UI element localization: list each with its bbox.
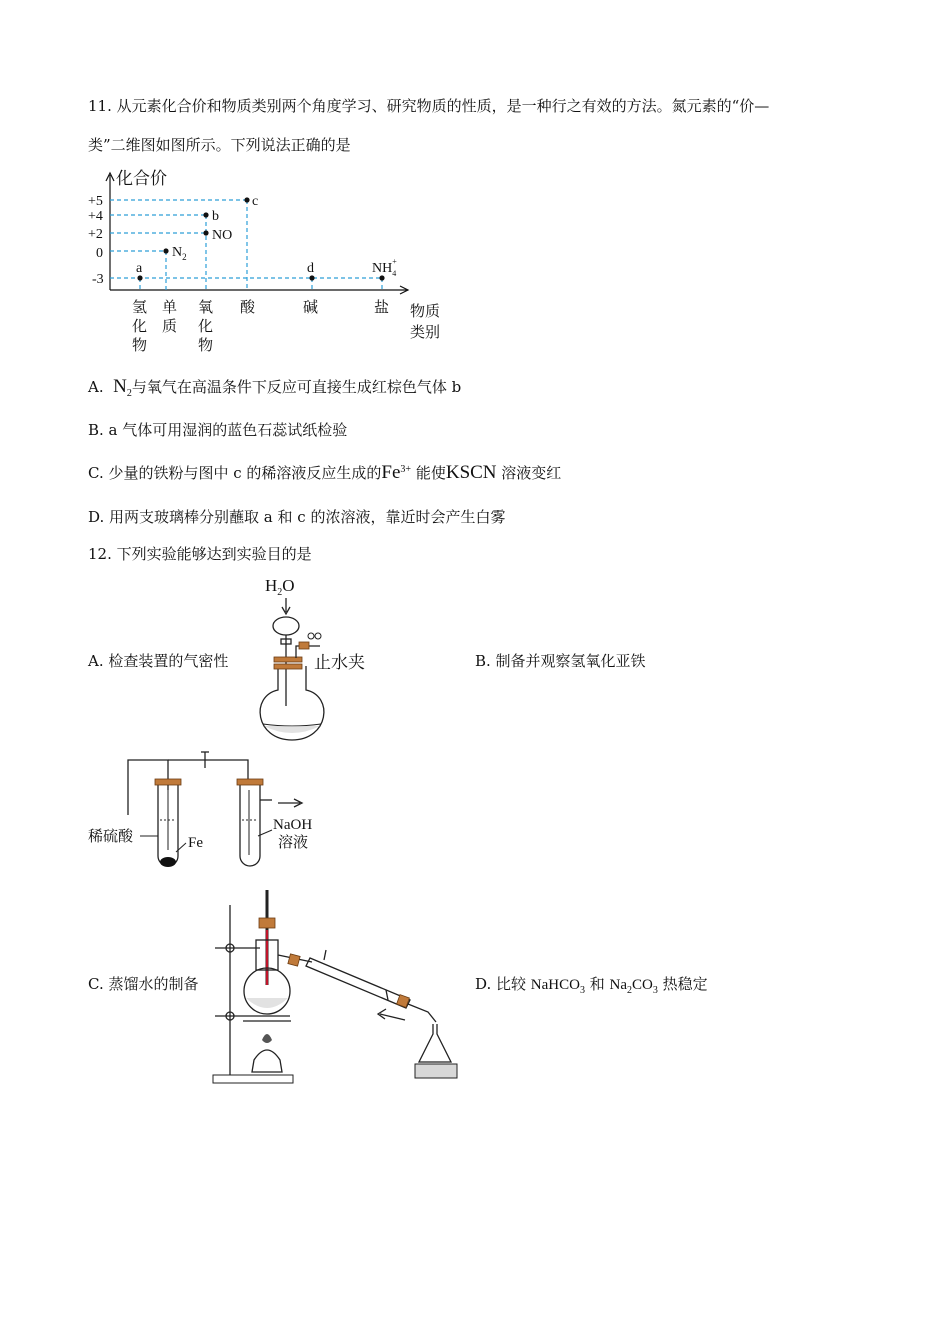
y-tick-minus3: -3 <box>92 272 104 287</box>
x-axis-title: 物质类别 <box>410 302 441 341</box>
label-d: d <box>307 261 314 276</box>
x-category-acid: 酸 <box>240 298 256 316</box>
q12-option-a: A. 检查装置的气密性 <box>88 652 229 670</box>
y-tick-plus5: +5 <box>88 194 103 209</box>
q11-option-d: D. 用两支玻璃棒分别蘸取 a 和 c 的浓溶液，靠近时会产生白雾 <box>88 508 506 526</box>
q12-option-c: C. 蒸馏水的制备 <box>88 975 199 993</box>
q11-option-b: B. a 气体可用湿润的蓝色石蕊试纸检验 <box>88 421 348 439</box>
naoh-label: NaOH <box>273 817 313 833</box>
y-tick-plus4: +4 <box>88 209 103 224</box>
label-a: a <box>136 261 143 276</box>
fe-label: Fe <box>188 835 203 851</box>
q12-stem: 12. 下列实验能够达到实验目的是 <box>88 545 312 563</box>
condenser <box>306 958 410 1008</box>
flame-icon <box>262 1034 272 1043</box>
x-category-base: 碱 <box>303 298 319 316</box>
label-b: b <box>212 209 219 224</box>
clamp-label: 止水夹 <box>314 653 365 672</box>
label-c: c <box>252 194 259 209</box>
receiving-flask <box>419 1024 451 1062</box>
q12-option-d: D. 比较 NaHCO$_3$ 和 $Na_2CO_3$ 热稳定 <box>475 975 708 996</box>
solution-label: 溶液 <box>278 835 309 851</box>
label-n2: $N_2$ <box>172 245 187 262</box>
y-tick-plus2: +2 <box>88 227 103 242</box>
h2o-label: $H_2O$ <box>265 576 295 598</box>
q11-stem-line1: 11. 从元素化合价和物质类别两个角度学习、研究物质的性质，是一种行之有效的方法。氮元素的“价— <box>88 97 770 115</box>
label-no: NO <box>212 228 233 243</box>
x-category-oxide: 氧化物 <box>198 298 214 354</box>
x-category-element: 单质 <box>162 298 178 335</box>
y-tick-zero: 0 <box>96 246 103 261</box>
label-nh4: $NH_4+$ <box>372 257 397 278</box>
water-flow-arrow <box>380 1014 405 1020</box>
alcohol-lamp <box>252 1050 282 1072</box>
adapter-tube <box>408 1004 436 1022</box>
q11-option-c: C. 少量的铁粉与图中 c 的稀溶液反应生成的$Fe^{3+}$ 能使KSCN 溶液变红 <box>88 462 562 483</box>
x-category-salt: 盐 <box>374 298 390 316</box>
q11-option-a: A. $N_2$与氧气在高温条件下反应可直接生成红棕色气体 b <box>88 376 462 399</box>
dilute-sulfuric-acid-label: 稀硫酸 <box>88 829 134 845</box>
stand-base <box>213 1075 293 1083</box>
q12-option-b: B. 制备并观察氢氧化亚铁 <box>475 652 646 670</box>
flask-support-block <box>415 1064 457 1078</box>
x-category-hydride: 氢化物 <box>132 298 148 354</box>
q11-stem-line2: 类”二维图如图所示。下列说法正确的是 <box>88 136 351 154</box>
y-axis-title: 化合价 <box>116 169 167 188</box>
